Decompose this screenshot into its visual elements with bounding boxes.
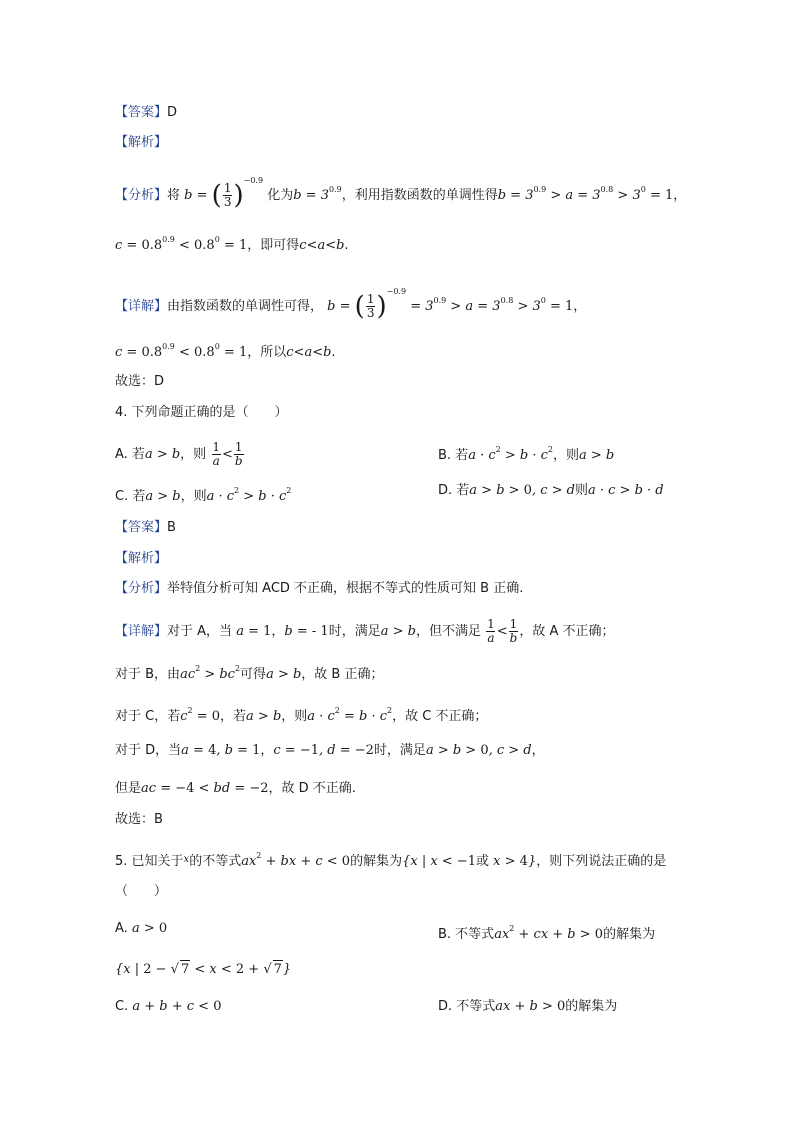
detail-a-line: 【详解】对于 A，当 a = 1，b = - 1时，满足a > b，但不满足 $\frac{1}{a}$ < $\frac{1}{b}$ ，故 A 不正确； <box>115 617 615 645</box>
stem-text: ，则下列说法正确的是 <box>536 854 667 869</box>
formula: $b = 3^{0.9}$ <box>293 185 342 203</box>
detail-text: ，但不满足 <box>415 624 481 639</box>
fenxi-tag: 【分析】 <box>115 188 168 203</box>
q4-option-d: D. 若a > b > 0, c > d则a · c > b · d <box>438 483 664 498</box>
q4-option-b: B. 若$a \cdot c^2 > b \cdot c^2$，则a > b <box>438 445 615 463</box>
analysis-tag: 【解析】 <box>115 135 168 150</box>
option-label: B. 若 <box>438 448 469 463</box>
option-label: A. 若 <box>115 447 145 462</box>
analysis-line-3 <box>115 134 167 152</box>
q5-option-c: C. a + b + c < 0 <box>115 999 222 1014</box>
formula: c<a<b <box>299 238 345 253</box>
fenxi-text: ，即可得 <box>247 238 300 253</box>
choice-line-3: 故选：D <box>115 374 165 389</box>
formula: ) <box>376 291 387 322</box>
option-label: C. 若 <box>115 489 146 504</box>
detail-text: 可得 <box>240 667 267 682</box>
q5-option-d: D. 不等式ax + b > 0的解集为 <box>438 999 618 1014</box>
answer-value: B <box>167 520 176 535</box>
option-text: 则 <box>574 483 588 498</box>
detail-d-line-2: 但是ac = −4 < bd = −2，故 D 不正确. <box>115 781 356 796</box>
q5-option-b: B. 不等式$ax^2$ + cx + b > 0的解集为 <box>438 924 656 942</box>
fraction: $\frac{1}{b}$ <box>509 617 518 645</box>
detail-d-line: 对于 D，当a = 4, b = 1，c = −1, d = −2时，满足a > b > 0, c > d， <box>115 743 545 758</box>
q4-option-c: C. 若a > b，则$a \cdot c^2 > b \cdot c^2$ <box>115 486 292 504</box>
fenxi-text: ，利用指数函数的单调性得 <box>341 188 498 203</box>
answer-value: D <box>167 105 178 120</box>
option-text: ，则 <box>180 489 207 504</box>
formula: b = <box>184 188 208 203</box>
option-text: ，则 <box>552 448 579 463</box>
analysis-tag: 【解析】 <box>115 551 168 566</box>
q5-option-a: A. a > 0 <box>115 921 168 936</box>
detail-c-line: 对于 C，若$c^2 = 0$，若a > b，则$a \cdot c^2 = b \cdot c^2$，故 C 不正确； <box>115 706 488 724</box>
formula: ( <box>354 291 365 322</box>
option-label: B. 不等式 <box>438 927 495 942</box>
detail-text: ，故 C 不正确； <box>392 709 488 724</box>
option-label: A. <box>115 921 128 936</box>
fenxi-text: 举特值分析可知 ACD 不正确，根据不等式的性质可知 B 正确. <box>167 581 524 596</box>
fenxi-line-4 <box>115 580 523 598</box>
option-label: D. 不等式 <box>438 999 496 1014</box>
stem-text: 的解集为 <box>350 854 403 869</box>
fenxi-text: 化为 <box>267 188 294 203</box>
detail-text: 时，满足 <box>373 743 426 758</box>
formula: b = <box>327 299 351 314</box>
xiangjie-line-3b: $c = 0.8^{0.9} < 0.8^0 = 1$，所以c<a<b. <box>115 342 336 360</box>
detail-text: 但是 <box>115 781 142 796</box>
xiangjie-text: ，所以 <box>247 345 287 360</box>
fenxi-line-3: 【分析】将 b = ( $\frac{1}{3}$ )$^{-0.9}$ 化为$b = 3^{0.9}$，利用指数函数的单调性得$b = 3^{0.9} > a = 3^{0.8} > 3^0 = 1$， <box>115 176 687 211</box>
fenxi-line-3b: $c = 0.8^{0.9} < 0.8^0 = 1$，即可得c<a<b. <box>115 235 349 253</box>
question-5-paren: （ ） <box>115 884 168 899</box>
answer-tag: 【答案】 <box>115 520 168 535</box>
formula: ) <box>233 180 244 211</box>
xiangjie-line-3: 【详解】由指数函数的单调性可得， b = ( $\frac{1}{3}$ )$^{-0.9} = 3^{0.9} > a = 3^{0.8} > 3^0 = 1$， <box>115 287 587 322</box>
fraction: $\frac{1}{3}$ <box>223 181 232 209</box>
detail-text: ，若 <box>220 709 247 724</box>
choice-line-4: 故选：B <box>115 812 163 827</box>
fraction: $\frac{1}{a}$ <box>487 617 495 645</box>
fenxi-tag: 【分析】 <box>115 581 168 596</box>
formula: = $3^{0.9} > a = 3^{0.8} > 3^0 = 1$ <box>410 296 574 314</box>
question-4-stem: 4. 下列命题正确的是（ ） <box>115 405 288 420</box>
detail-text: 对于 D，当 <box>115 743 182 758</box>
formula: c<a<b <box>286 345 332 360</box>
detail-text: ，故 A 不正确； <box>519 624 615 639</box>
option-text: ，则 <box>180 447 207 462</box>
detail-text: ，故 D 不正确. <box>268 781 356 796</box>
option-text: 的解集为 <box>565 999 618 1014</box>
answer-tag: 【答案】 <box>115 105 168 120</box>
answer-line-3 <box>115 104 177 122</box>
stem-text: 5. 已知关于 <box>115 854 184 869</box>
formula: $b = 3^{0.9} > a = 3^{0.8} > 3^0 = 1$ <box>497 185 674 203</box>
fenxi-text: 将 <box>167 188 181 203</box>
detail-text: ，故 B 正确； <box>301 667 384 682</box>
formula: $c = 0.8^{0.9} < 0.8^0 = 1$ <box>115 235 248 253</box>
xiangjie-tag: 【详解】 <box>115 299 168 314</box>
option-label: C. <box>115 999 129 1014</box>
answer-line-4 <box>115 519 176 537</box>
xiangjie-tag: 【详解】 <box>115 624 168 639</box>
detail-text: ，则 <box>281 709 308 724</box>
detail-b-line: 对于 B，由$ac^2 > bc^2$可得a > b，故 B 正确； <box>115 664 384 682</box>
option-text: 的解集为 <box>603 927 656 942</box>
formula: {x | 2 − √ 7 < x < 2 + √ 7} <box>115 962 292 977</box>
option-label: D. 若 <box>438 483 470 498</box>
detail-text: 时，满足 <box>328 624 381 639</box>
fraction: $\frac{1}{b}$ <box>234 440 243 468</box>
fraction: $\frac{1}{3}$ <box>366 292 375 320</box>
q5-option-b-set <box>115 960 291 979</box>
stem-text: 的不等式 <box>189 854 242 869</box>
question-5-stem: 5. 已知关于$^x$的不等式$ax^2$ + bx + c < 0的解集为{x | x < −1或 x > 4}，则下列说法正确的是 <box>115 851 667 869</box>
xiangjie-text: 由指数函数的单调性可得， <box>167 299 324 314</box>
detail-text: 对于 B，由 <box>115 667 181 682</box>
formula: ( <box>211 180 222 211</box>
detail-text: 对于 C，若 <box>115 709 181 724</box>
formula: $c = 0.8^{0.9} < 0.8^0 = 1$ <box>115 342 248 360</box>
fraction: $\frac{1}{a}$ <box>212 440 220 468</box>
analysis-line-4 <box>115 550 167 568</box>
detail-text: 对于 A，当 <box>167 624 233 639</box>
q4-option-a: A. 若a > b，则 $\frac{1}{a}$ < $\frac{1}{b}$ <box>115 440 243 468</box>
